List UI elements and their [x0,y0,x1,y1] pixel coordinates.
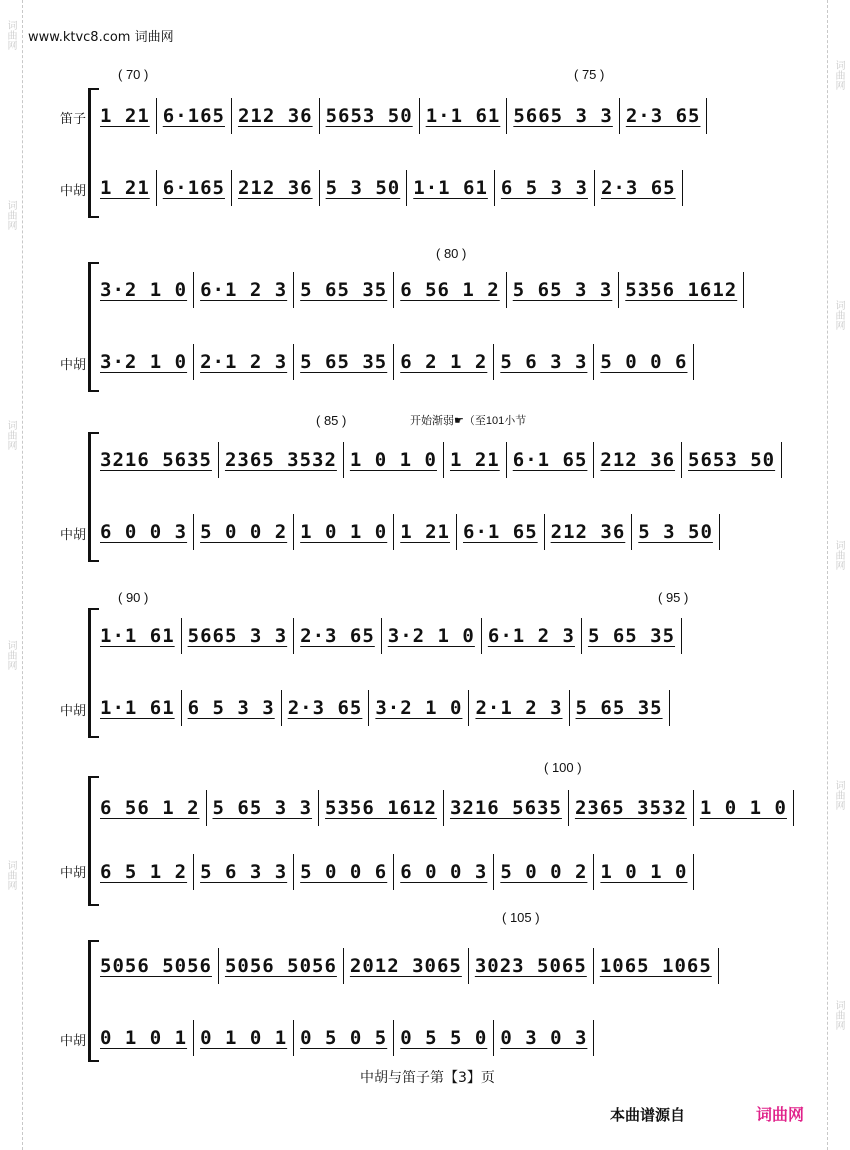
measure: 3·2 1 0 [100,279,188,301]
measure: 0 3 0 3 [500,1027,588,1049]
measure: 212 36 [600,449,676,471]
measure: 1 21 [100,177,150,199]
system-brace [88,262,99,392]
measure: 2012 3065 [349,955,462,977]
part-label-zhonghu: 中胡 [60,527,87,542]
measure: 5056 5056 [224,955,337,977]
measure: 1·1 61 [413,177,488,199]
system-brace [88,940,99,1062]
measure: 5 65 35 [575,697,663,719]
measure: 3·2 1 0 [100,351,188,373]
measure: 5 3 50 [638,521,713,543]
measure: 3216 5635 [100,449,212,471]
measure: 1 0 1 0 [699,797,787,819]
side-watermark: 词曲网 [5,420,16,450]
measure: 5356 1612 [325,797,437,819]
side-watermark: 词曲网 [833,300,844,330]
measure: 1·1 61 [100,625,175,647]
staff-upper [100,946,770,986]
measure: 5653 50 [688,449,776,471]
measure: 5 65 35 [300,351,388,373]
staff-lower [100,512,770,552]
measure: 5 65 3 3 [212,797,313,819]
right-watermark-strip [827,0,850,1150]
system-brace [88,88,99,218]
measure: 6·1 2 3 [200,279,288,301]
side-watermark: 词曲网 [833,60,844,90]
measure: 6 5 3 3 [187,697,275,719]
measure-marker: ( 70 ) [118,67,149,82]
page-footer: 中胡与笛子第【3】页 [360,1070,495,1086]
measure: 2·3 65 [300,625,375,647]
measure: 2·1 2 3 [200,351,288,373]
measure: 6 5 3 3 [500,177,588,199]
part-label-zhonghu: 中胡 [60,1033,87,1048]
part-label-zhonghu: 中胡 [60,703,87,718]
part-label-dizi: 笛子 [60,111,87,126]
measure: 0 5 5 0 [400,1027,488,1049]
side-watermark: 词曲网 [5,640,16,670]
source-label: 本曲谱源自 [610,1106,686,1124]
measure: 5 0 0 2 [500,861,588,883]
staff-upper [100,788,787,828]
staff-lower [100,168,770,208]
measure: 5056 5056 [100,955,212,977]
measure: 5 65 3 3 [512,279,613,301]
measure: 6 56 1 2 [400,279,500,301]
staff-lower [100,852,770,892]
measure: 2365 3532 [574,797,687,819]
measure: 1065 1065 [599,955,712,977]
staff-upper [100,440,776,480]
site-logo[interactable]: 词曲网 [756,1105,805,1124]
measure: 2·1 2 3 [475,697,563,719]
measure: 2·3 65 [625,105,701,127]
staff-upper [100,96,770,136]
measure: 212 36 [550,521,626,543]
measure: 2·3 65 [600,177,676,199]
part-label-zhonghu: 中胡 [60,865,87,880]
measure-marker: ( 75 ) [574,67,605,82]
measure: 3216 5635 [449,797,562,819]
staff-upper [100,616,770,656]
score-system [60,262,770,392]
measure: 5 65 35 [587,625,676,647]
score-system [60,940,770,1060]
staff-lower [100,342,770,382]
side-watermark: 词曲网 [833,540,844,570]
measure-marker: ( 100 ) [544,760,582,775]
measure: 5 0 0 2 [200,521,288,543]
measure: 212 36 [237,105,313,127]
measure-marker: ( 95 ) [658,590,689,605]
measure: 1 0 1 0 [349,449,437,471]
score-system [60,776,787,906]
measure: 5 3 50 [325,177,401,199]
measure: 6·1 2 3 [487,625,575,647]
side-watermark: 词曲网 [5,200,16,230]
staff-upper [100,270,770,310]
measure-marker: ( 90 ) [118,590,149,605]
measure: 6 5 1 2 [100,861,188,883]
measure: 5653 50 [325,105,413,127]
measure: 5356 1612 [625,279,738,301]
measure: 1 21 [100,105,150,127]
measure: 6 56 1 2 [100,797,200,819]
side-watermark: 词曲网 [5,20,16,50]
side-watermark: 词曲网 [833,1000,844,1030]
measure-marker: ( 85 ) [316,413,347,428]
score-system [60,88,770,218]
side-watermark: 词曲网 [833,780,844,810]
measure: 5665 3 3 [513,105,613,127]
measure: 5 6 3 3 [200,861,288,883]
site-header: www.ktvc8.com 词曲网 [28,30,174,45]
measure: 0 1 0 1 [200,1027,288,1049]
score-system [60,432,776,562]
measure: 1·1 61 [425,105,501,127]
measure-marker: ( 105 ) [502,910,540,925]
measure: 5 65 35 [300,279,388,301]
measure-marker: ( 80 ) [436,246,467,261]
side-watermark: 词曲网 [5,860,16,890]
system-brace [88,608,99,738]
dim-annotation: 开始渐弱☛（至101小节 [410,415,527,427]
part-label-zhonghu: 中胡 [60,183,87,198]
measure: 5665 3 3 [187,625,288,647]
staff-lower [100,1018,770,1058]
measure: 6·1 65 [512,449,588,471]
measure: 212 36 [237,177,313,199]
measure: 6 2 1 2 [400,351,488,373]
measure: 0 5 0 5 [300,1027,388,1049]
measure: 3023 5065 [474,955,587,977]
measure: 1 0 1 0 [300,521,388,543]
measure: 1 0 1 0 [600,861,688,883]
measure: 6 0 0 3 [100,521,188,543]
system-brace [88,776,99,906]
measure: 1 21 [400,521,450,543]
measure: 5 0 0 6 [600,351,688,373]
score-system [60,608,770,738]
measure: 1 21 [449,449,500,471]
left-watermark-strip [0,0,23,1150]
staff-lower [100,688,770,728]
measure: 2·3 65 [287,697,363,719]
measure: 0 1 0 1 [100,1027,188,1049]
measure: 3·2 1 0 [387,625,475,647]
measure: 6·165 [162,105,225,127]
measure: 3·2 1 0 [375,697,463,719]
measure: 6·1 65 [463,521,538,543]
measure: 6·165 [162,177,225,199]
measure: 2365 3532 [224,449,337,471]
measure: 5 6 3 3 [500,351,588,373]
measure: 5 0 0 6 [300,861,388,883]
part-label-zhonghu: 中胡 [60,357,87,372]
system-brace [88,432,99,562]
measure: 1·1 61 [100,697,175,719]
measure: 6 0 0 3 [400,861,488,883]
